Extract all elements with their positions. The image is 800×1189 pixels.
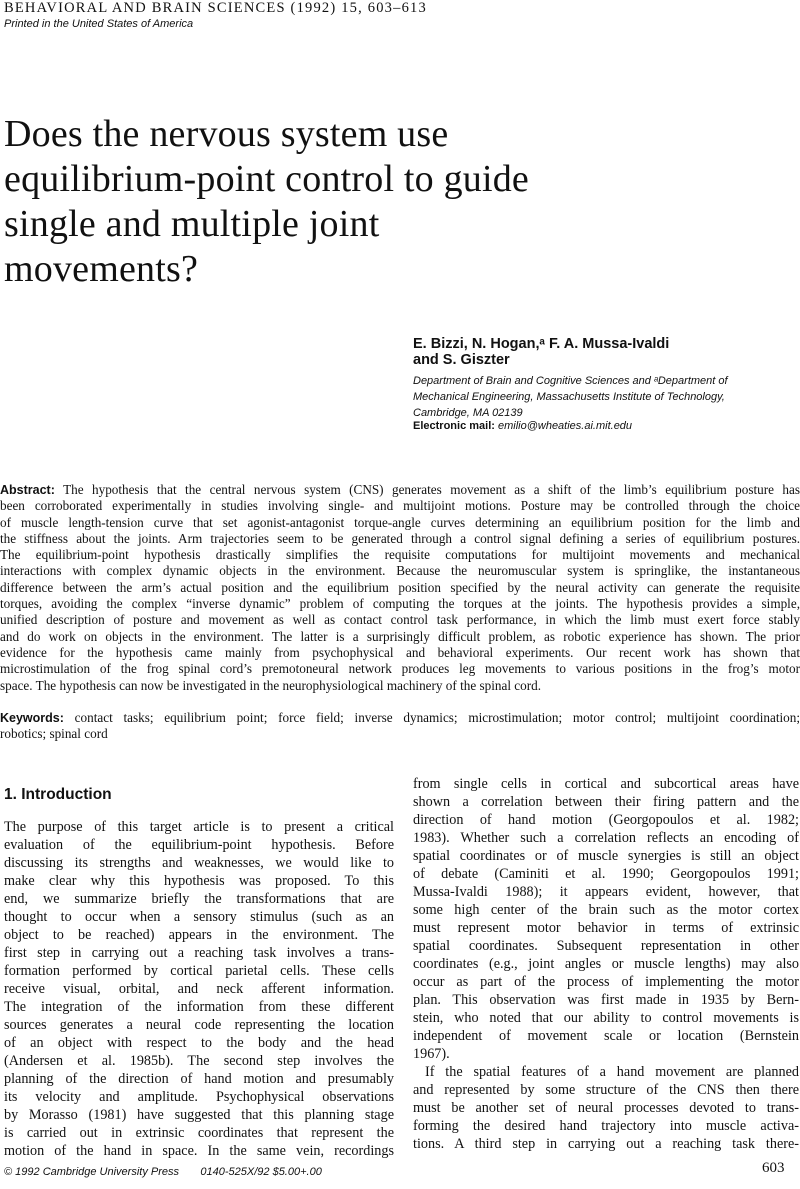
abstract-line: unified description of posture and movement as well as contact control task performance, in which the limb must exert force stably (0, 612, 800, 628)
title-line: equilibrium-point control to guide (4, 158, 529, 200)
copyright-footer: © 1992 Cambridge University Press 0140-525X/92 $5.00+.00 (4, 1166, 322, 1178)
body-line: first step in carrying out a reaching task involves a trans- (4, 945, 394, 961)
affiliation-line: Department of Brain and Cognitive Sciences and ᵃDepartment of (413, 375, 728, 387)
body-line: make clear why this hypothesis was proposed. To this (4, 873, 394, 889)
body-line: plan. This observation was first made in 1935 by Bern- (413, 992, 799, 1008)
abstract-line: of muscle length-tension curve that set agonist-antagonist torque-angle curves determining an equilibrium position for the limb and (0, 514, 800, 530)
body-line: shown a correlation between their firing pattern and the (413, 794, 799, 810)
page-number: 603 (762, 1160, 785, 1176)
email-line (413, 420, 632, 432)
abstract-line: evidence for the hypothesis came mainly from psychophysical and behavioral experiments. Our recent work has shown that (0, 644, 800, 660)
author-list (413, 336, 669, 368)
body-line: is carried out in extrinsic coordinates that represent the (4, 1125, 394, 1141)
body-column-right (413, 775, 799, 1153)
title-line: movements? (4, 248, 199, 290)
body-line: some high center of the brain such as the motor cortex (413, 902, 799, 918)
body-line: of an object with respect to the body and the head (4, 1035, 394, 1051)
keywords-label: Keywords: (0, 711, 64, 725)
affiliation-line: Mechanical Engineering, Massachusetts Institute of Technology, (413, 391, 725, 403)
body-line: Mussa-Ivaldi 1988); it appears evident, however, that (413, 884, 799, 900)
abstract-line: interactions with complex dynamic objects in the environment. Because the neuromuscular system is springlike, the instantaneous (0, 563, 800, 579)
body-line: from single cells in cortical and subcortical areas have (413, 776, 799, 792)
keywords-first-line: contact tasks; equilibrium point; force field; inverse dynamics; microstimulation; motor control; multijoint coordination; (74, 710, 800, 725)
abstract-line: and do work on objects in the environment. The latter is a surprisingly difficult problem, as robotic experience has shown. The prior (0, 628, 800, 644)
abstract-line (0, 482, 800, 498)
title-line: Does the nervous system use (4, 113, 449, 155)
body-line: must represent motor behavior in terms of extrinsic (413, 920, 799, 936)
body-line: direction of hand motion (Georgopoulos et al. 1982; (413, 812, 799, 828)
section-heading: 1. Introduction (4, 786, 112, 803)
body-line: object to be reached) appears in the environment. The (4, 927, 394, 943)
abstract-line: space. The hypothesis can now be investigated in the neurophysiological machinery of the spinal cord. (0, 677, 542, 693)
author-line: E. Bizzi, N. Hogan,ᵃ F. A. Mussa-Ivaldi (413, 336, 670, 352)
body-line: spatial coordinates or of muscle synergies is still an object (413, 848, 799, 864)
body-line: and represented by some structure of the CNS then there (413, 1082, 799, 1098)
body-line: motion of the hand in space. In the same vein, recordings (4, 1143, 394, 1159)
keywords-line (0, 710, 800, 726)
affiliation (413, 373, 773, 421)
abstract-first-line: The hypothesis that the central nervous system (CNS) generates movement as a shift of the limb’s equilibrium posture has (63, 482, 800, 497)
body-line: sources generates a neural code representing the location (4, 1017, 394, 1033)
abstract-line: microstimulation of the frog spinal cord’s premotoneural network produces leg movements to various positions in the frog’s motor (0, 661, 800, 677)
body-line: 1983). Whether such a correlation reflects an encoding of (413, 830, 799, 846)
body-line: formation performed by cortical parietal cells. These cells (4, 963, 394, 979)
body-line: end, we summarize briefly the transformations that are (4, 891, 394, 907)
abstract-line: been corroborated experimentally in studies involving single- and multijoint motions. Posture may be controlled through the choice (0, 498, 800, 514)
body-line: forming the desired hand trajectory into muscle activa- (413, 1118, 799, 1134)
article-title (4, 112, 644, 292)
abstract (0, 482, 800, 694)
abstract-line: The equilibrium-point hypothesis drastically simplifies the requisite computations for multijoint movements and mechanical (0, 547, 800, 563)
body-line: stein, who noted that our ability to control movements is (413, 1010, 799, 1026)
body-line: receive visual, orbital, and neck afferent information. (4, 981, 394, 997)
body-line: planning of the direction of hand motion and presumably (4, 1071, 394, 1087)
body-line: evaluation of the equilibrium-point hypothesis. Before (4, 837, 394, 853)
affiliation-line: Cambridge, MA 02139 (413, 407, 523, 419)
journal-header: BEHAVIORAL AND BRAIN SCIENCES (1992) 15, 603–613 (4, 0, 427, 16)
keywords (0, 710, 800, 743)
email-label: Electronic mail: (413, 420, 495, 432)
body-line: of debate (Caminiti et al. 1990; Georgopoulos 1991; (413, 866, 799, 882)
body-line: its velocity and amplitude. Psychophysical observations (4, 1089, 394, 1105)
body-line: The integration of the information from these different (4, 999, 394, 1015)
body-line: discussing its strengths and weaknesses, we would like to (4, 855, 394, 871)
abstract-label: Abstract: (0, 483, 55, 497)
body-line: thought to occur when a sensory stimulus (such as an (4, 909, 394, 925)
email-address[interactable]: emilio@wheaties.ai.mit.edu (497, 420, 633, 432)
title-line: single and multiple joint (4, 203, 380, 245)
body-line: The purpose of this target article is to present a critical (4, 819, 394, 835)
body-line: coordinates (e.g., joint angles or muscle lengths) may also (413, 956, 799, 972)
body-line: by Morasso (1981) have suggested that this planning stage (4, 1107, 394, 1123)
abstract-line: difference between the arm’s actual position and the equilibrium position specified by the neural activity can generate the requisite (0, 579, 800, 595)
body-line: If the spatial features of a hand movement are planned (425, 1064, 799, 1080)
body-line: must be another set of neural processes devoted to trans- (413, 1100, 799, 1116)
abstract-line: the stiffness about the joints. Arm trajectories seem to be generated through a control signal defining a series of equilibrium postures. (0, 530, 800, 546)
body-line: tions. A third step in carrying out a reaching task there- (413, 1136, 799, 1152)
abstract-line: torques, avoiding the complex “inverse dynamic” problem of computing the torques at the joints. The hypothesis provides a simple, (0, 596, 800, 612)
body-line: independent of movement scale or location (Bernstein (413, 1028, 799, 1044)
body-line: 1967). (413, 1046, 450, 1062)
body-line: spatial coordinates. Subsequent representation in other (413, 938, 799, 954)
body-line: (Andersen et al. 1985b). The second step involves the (4, 1053, 394, 1069)
author-line: and S. Giszter (413, 352, 510, 368)
printed-in-line: Printed in the United States of America (4, 18, 194, 30)
keywords-line: robotics; spinal cord (0, 726, 108, 742)
body-column-left (4, 818, 394, 1160)
body-line: occur as part of the process of implementing the motor (413, 974, 799, 990)
